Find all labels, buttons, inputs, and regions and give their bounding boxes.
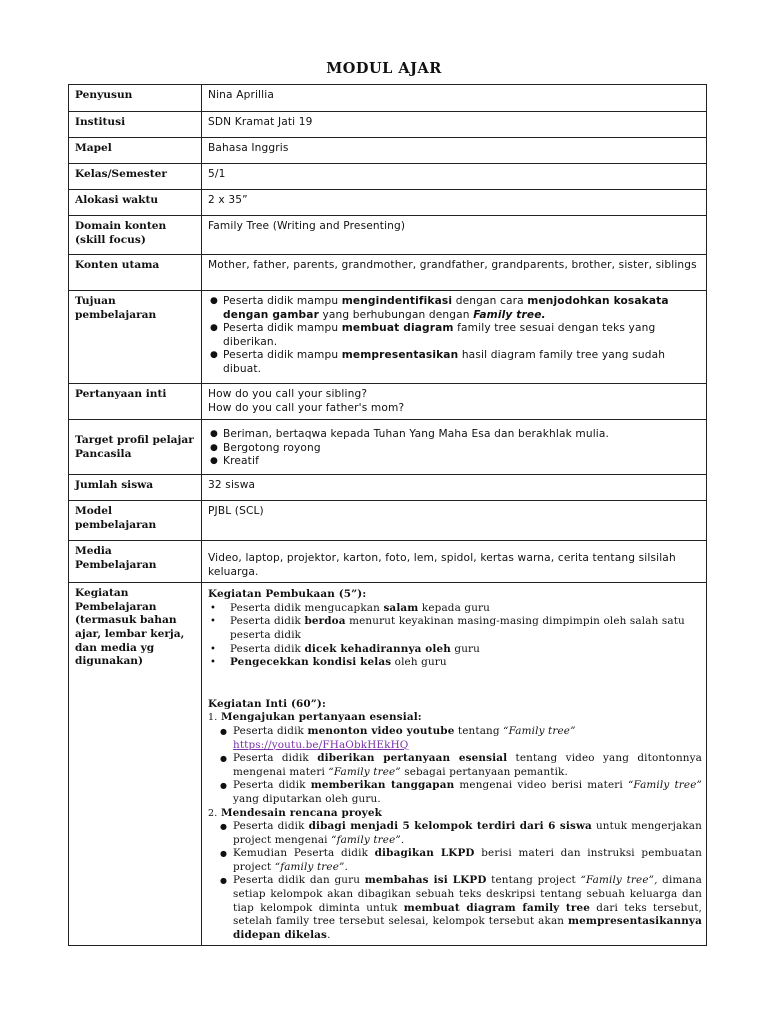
row-kelas (69, 164, 707, 190)
list-item: ● Peserta didik mampu mempresentasikan hasil diagram family tree yang sudah dibuat. (208, 349, 700, 376)
value-konten: Mother, father, parents, grandmother, grandfather, grandparents, brother, sister, siblings (202, 255, 707, 291)
question-1: How do you call your sibling? (208, 388, 368, 400)
label-tujuan: Tujuan pembelajaran (69, 291, 202, 384)
value-kegiatan (202, 583, 707, 946)
label-kegiatan: Kegiatan Pembelajaran (termasuk bahan ajar, lembar kerja, dan media yg digunakan) (69, 583, 202, 946)
youtube-link[interactable]: https://youtu.be/FHaObkHEkHQ (233, 738, 409, 751)
row-mapel (69, 138, 707, 164)
row-model (69, 501, 707, 541)
value-domain: Family Tree (Writing and Presenting) (202, 216, 707, 255)
list-item: • Peserta didik mengucapkan salam kepada guru (208, 602, 702, 616)
row-jumlah (69, 475, 707, 501)
list-item: • Peserta didik berdoa menurut keyakinan masing-masing dimpimpin oleh salah satu peserta didik (208, 615, 702, 642)
label-pertanyaan: Pertanyaan inti (69, 384, 202, 420)
row-pertanyaan (69, 384, 707, 420)
row-kegiatan (69, 583, 707, 946)
label-institusi: Institusi (69, 112, 202, 138)
list-item: ● Kreatif (208, 455, 700, 469)
row-domain (69, 216, 707, 255)
value-model: PJBL (SCL) (202, 501, 707, 541)
list-item: ● Peserta didik dan guru membahas isi LKPD tentang project “Family tree”, dimana setiap kelompok akan dibagikan sebuah teks deskripsi tentang sebuah keluarga dan tiap kelompok diminta untuk membuat diagram family tree dari teks tersebut, setelah family tree tersebut selesai, kelompok tersebut akan mempresentasikannya didepan dikelas. (220, 874, 702, 942)
value-institusi: SDN Kramat Jati 19 (202, 112, 707, 138)
pembukaan-list (208, 602, 702, 670)
document-title: MODUL AJAR (326, 60, 442, 77)
row-penyusun (69, 85, 707, 112)
list-item: ● Peserta didik mampu membuat diagram family tree sesuai dengan teks yang diberikan. (208, 322, 700, 349)
label-alokasi: Alokasi waktu (69, 190, 202, 216)
list-item: ● Kemudian Peserta didik dibagikan LKPD berisi materi dan instruksi pembuatan project “family tree”. (220, 847, 702, 874)
row-alokasi (69, 190, 707, 216)
label-jumlah: Jumlah siswa (69, 475, 202, 501)
label-target: Target profil pelajar Pancasila (69, 420, 202, 475)
label-konten: Konten utama (69, 255, 202, 291)
value-mapel: Bahasa Inggris (202, 138, 707, 164)
tujuan-list (208, 295, 700, 377)
step-1 (208, 711, 702, 725)
step-number: 2. (208, 807, 218, 819)
value-jumlah: 32 siswa (202, 475, 707, 501)
step-2-list (208, 820, 702, 942)
module-table (68, 84, 707, 946)
step-2 (208, 807, 702, 821)
row-target (69, 420, 707, 475)
value-pertanyaan (202, 384, 707, 420)
row-media (69, 541, 707, 583)
value-alokasi: 2 x 35” (202, 190, 707, 216)
value-kelas: 5/1 (202, 164, 707, 190)
pembukaan-heading: Kegiatan Pembukaan (5”): (208, 588, 367, 601)
label-domain: Domain konten (skill focus) (69, 216, 202, 255)
list-item: ● Beriman, bertaqwa kepada Tuhan Yang Maha Esa dan berakhlak mulia. (208, 428, 700, 442)
step-1-list (208, 725, 702, 807)
spacer (208, 670, 702, 698)
label-penyusun: Penyusun (69, 85, 202, 112)
value-target (202, 420, 707, 475)
list-item: ● Peserta didik mampu mengindentifikasi dengan cara menjodohkan kosakata dengan gambar yang berhubungan dengan Family tree. (208, 295, 700, 322)
step-number: 1. (208, 712, 218, 724)
row-institusi (69, 112, 707, 138)
row-konten (69, 255, 707, 291)
list-item: ● Peserta didik memberikan tanggapan mengenai video berisi materi “Family tree” yang diputarkan oleh guru. (220, 779, 702, 806)
label-mapel: Mapel (69, 138, 202, 164)
question-2: How do you call your father's mom? (208, 401, 405, 414)
step-1-title: Mengajukan pertanyaan esensial: (221, 711, 422, 724)
value-tujuan (202, 291, 707, 384)
label-model: Model pembelajaran (69, 501, 202, 541)
list-item: • Pengecekkan kondisi kelas oleh guru (208, 656, 702, 670)
step-2-title: Mendesain rencana proyek (221, 806, 382, 819)
value-media: Video, laptop, projektor, karton, foto, lem, spidol, kertas warna, cerita tentang silsilah keluarga. (202, 541, 707, 583)
list-item: ● Peserta didik menonton video youtube tentang “Family tree” https://youtu.be/FHaObkHEkHQ (220, 725, 702, 752)
row-tujuan (69, 291, 707, 384)
list-item: ● Bergotong royong (208, 442, 700, 456)
label-kelas: Kelas/Semester (69, 164, 202, 190)
list-item: • Peserta didik dicek kehadirannya oleh guru (208, 643, 702, 657)
list-item: ● Peserta didik dibagi menjadi 5 kelompok terdiri dari 6 siswa untuk mengerjakan project mengenai “family tree”. (220, 820, 702, 847)
list-item: ● Peserta didik diberikan pertanyaan esensial tentang video yang ditontonnya mengenai materi “Family tree” sebagai pertanyaan pemantik. (220, 752, 702, 779)
value-penyusun: Nina Aprillia (202, 85, 707, 112)
inti-heading: Kegiatan Inti (60”): (208, 697, 326, 710)
target-list (208, 428, 700, 469)
label-media: Media Pembelajaran (69, 541, 202, 583)
